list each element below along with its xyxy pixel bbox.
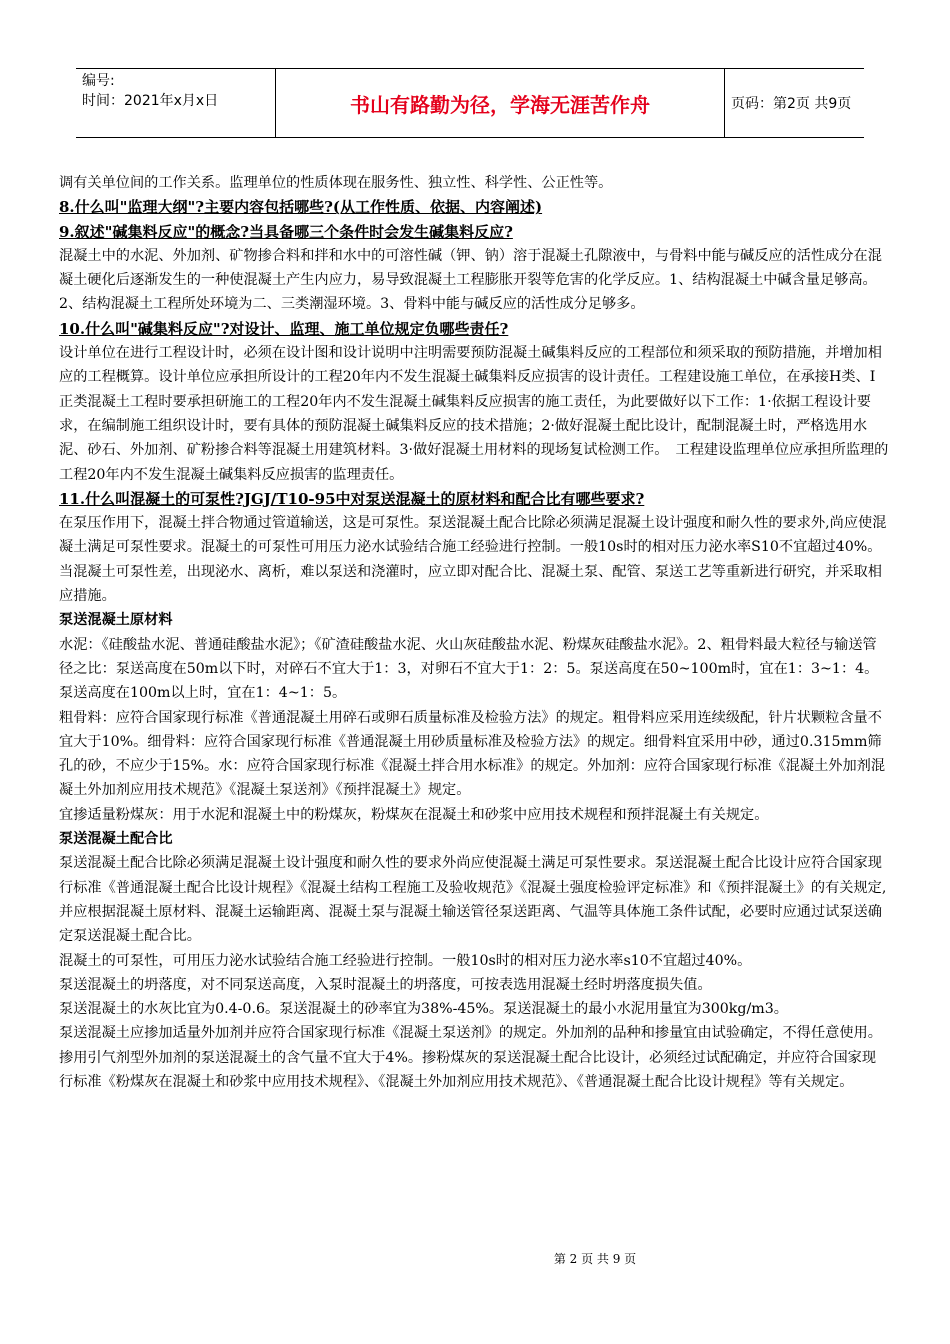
header-page-label: 页码：第2页 共9页	[731, 96, 852, 112]
mix-paragraph: 泵送混凝土应掺加适量外加剂并应符合国家现行标准《混凝土泵送剂》的规定。外加剂的品种和掺量宜由试验确定，不得任意使用。掺用引气剂型外加剂的泵送混凝土的含气量不宜大于4%。掺粉煤灰的泵送混凝土配合比设计，必须经过试配确定，并应符合国家现行标准《粉煤灰在混凝土和砂浆中应用技术规程》、《混凝土外加剂应用技术规范》、《普通混凝土配合比设计规程》等有关规定。	[59, 1025, 882, 1090]
paragraph: 调有关单位间的工作关系。监理单位的性质体现在服务性、独立性、科学性、公正性等。	[59, 175, 613, 191]
section-heading-mix: 泵送混凝土配合比	[59, 831, 173, 848]
document-time-label: 时间：2021年x月x日	[82, 93, 219, 109]
header-divider	[724, 69, 725, 137]
document-body	[59, 171, 889, 1094]
question-heading-10: 10.什么叫"碱集料反应"?对设计、监理、施工单位规定负哪些责任?	[59, 319, 509, 338]
mix-paragraph: 泵送混凝土的水灰比宜为0.4-0.6。泵送混凝土的砂率宜为38%-45%。泵送混凝土的最小水泥用量宜为300kg/m3。	[59, 1001, 788, 1018]
question-heading-8: 8.什么叫"监理大纲"?主要内容包括哪些?(从工作性质、依据、内容阐述)	[59, 198, 543, 217]
footer-page-number: 第 2 页 共 9 页	[553, 1252, 637, 1266]
mix-paragraph: 泵送混凝土配合比除必须满足混凝土设计强度和耐久性的要求外尚应使混凝土满足可泵性要求。泵送混凝土配合比设计应符合国家现行标准《普通混凝土配合比设计规程》《混凝土结构工程施工及验收规范》《混凝土强度检验评定标准》和《预拌混凝土》的有关规定,并应根据混凝土原材料、混凝土运输距离、混凝土泵与混凝土输送管径泵送距离、气温等具体施工条件试配，必要时应通过试泵送确定泵送混凝土配合比。	[59, 855, 887, 945]
answer-9: 混凝土中的水泥、外加剂、矿物掺合料和拌和水中的可溶性碱（钾、钠）溶于混凝土孔隙液中，与骨料中能与碱反应的活性成分在混凝土硬化后逐渐发生的一种使混凝土产生内应力，易导致混凝土工程膨胀开裂等危害的化学反应。1、结构混凝土中碱含量足够高。2、结构混凝土工程所处环境为二、三类潮湿环境。3、骨料中能与碱反应的活性成分足够多。	[59, 247, 882, 313]
question-heading-11: 11.什么叫混凝土的可泵性?JGJ/T10-95中对泵送混凝土的原材料和配合比有哪些要求?	[59, 489, 645, 508]
materials-paragraph: 粗骨料：应符合国家现行标准《普通混凝土用碎石或卵石质量标准及检验方法》的规定。粗骨料应采用连续级配，针片状颗粒含量不宜大于10%。细骨料：应符合国家现行标准《普通混凝土用砂质量标准及检验方法》的规定。细骨料宜采用中砂，通过0.315mm筛孔的砂，不应少于15%。水：应符合国家现行标准《混凝土拌合用水标准》的规定。外加剂：应符合国家现行标准《混凝土外加剂混凝土外加剂应用技术规范》《混凝土泵送剂》《预拌混凝土》规定。	[59, 709, 886, 799]
answer-10: 设计单位在进行工程设计时，必须在设计图和设计说明中注明需要预防混凝土碱集料反应的工程部位和须采取的预防措施，并增加相应的工程概算。设计单位应承担所设计的工程20年内不发生混凝土碱集料反应损害的设计责任。工程建设施工单位，在承接H类、I正类混凝土工程时要承担研施工的工程20年内不发生混凝土碱集料反应损害的施工责任，为此要做好以下工作：1·依据工程设计要求，在编制施工组织设计时，要有具体的预防混凝土碱集料反应的技术措施；2·做好混凝土配比设计，配制混凝土时，严格选用水泥、砂石、外加剂、矿粉掺合料等混凝土用建筑材料。3·做好混凝土用材料的现场复试检测工作。 工程建设监理单位应承担所监理的工程20年内不发生混凝土碱集料反应损害的监理责任。	[59, 345, 889, 483]
answer-11: 在泵压作用下，混凝土拌合物通过管道输送，这是可泵性。泵送混凝土配合比除必须满足混凝土设计强度和耐久性的要求外,尚应使混凝土满足可泵性要求。混凝土的可泵性可用压力泌水试验结合施工经验进行控制。一般10s时的相对压力泌水率S10不宜超过40%。当混凝土可泵性差，出现泌水、离析，难以泵送和浇灌时，应立即对配合比、混凝土泵、配管、泵送工艺等重新进行研究，并采取相应措施。	[59, 515, 887, 605]
materials-paragraph: 水泥：《硅酸盐水泥、普通硅酸盐水泥》；《矿渣硅酸盐水泥、火山灰硅酸盐水泥、粉煤灰硅酸盐水泥》。2、粗骨料最大粒径与输送管径之比：泵送高度在50m以下时，对碎石不宜大于1：3，对卵石不宜大于1：2：5。泵送高度在50~100m时，宜在1：3~1：4。泵送高度在100m以上时，宜在1：4~1：5。	[59, 636, 879, 702]
page-header	[76, 68, 864, 138]
mix-paragraph: 泵送混凝土的坍落度，对不同泵送高度，入泵时混凝土的坍落度，可按表选用混凝土经时坍落度损失值。	[59, 976, 712, 993]
mix-paragraph: 混凝土的可泵性，可用压力泌水试验结合施工经验进行控制。一般10s时的相对压力泌水率s10不宜超过40%。	[59, 952, 752, 969]
materials-paragraph: 宜掺适量粉煤灰：用于水泥和混凝土中的粉煤灰，粉煤灰在混凝土和砂浆中应用技术规程和预拌混凝土有关规定。	[59, 806, 769, 823]
question-heading-9: 9.叙述"碱集料反应"的概念?当具备哪三个条件时会发生碱集料反应?	[59, 222, 513, 241]
header-meta	[82, 71, 274, 111]
document-number-label: 编号:	[82, 73, 115, 89]
section-heading-materials: 泵送混凝土原材料	[59, 612, 173, 629]
header-motto: 书山有路勤为径，学海无涯苦作舟	[350, 92, 650, 117]
page-footer	[0, 1250, 950, 1267]
